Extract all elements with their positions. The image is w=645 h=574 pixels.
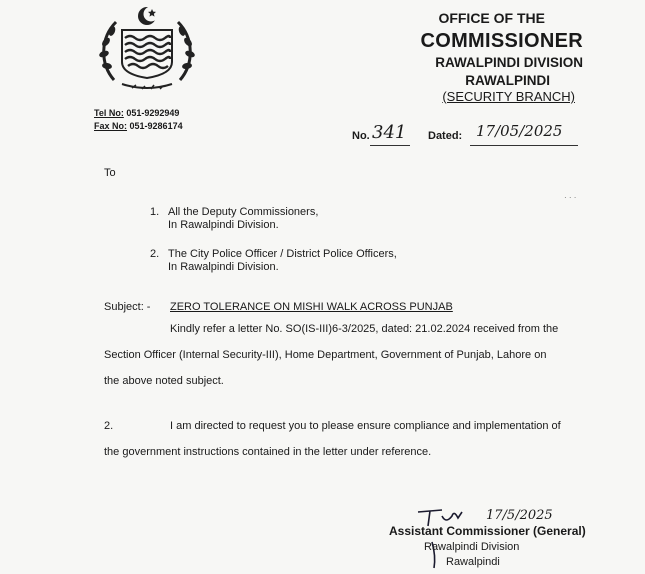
reference-number-value: 341 bbox=[372, 122, 407, 143]
division-heading: RAWALPINDI DIVISION bbox=[435, 55, 583, 70]
office-of-the-heading: OFFICE OF THE bbox=[438, 10, 545, 26]
scan-speck: · · · bbox=[564, 193, 577, 202]
telephone-label: Tel No: bbox=[94, 108, 124, 118]
subject-text: ZERO TOLERANCE ON MISHI WALK ACROSS PUNJAB bbox=[170, 301, 453, 313]
to-label: To bbox=[104, 167, 116, 179]
signatory-title: Assistant Commissioner (General) bbox=[389, 524, 586, 538]
signature-date: 17/5/2025 bbox=[486, 508, 553, 523]
branch-heading: (SECURITY BRANCH) bbox=[442, 89, 575, 104]
subject-label: Subject: - bbox=[104, 301, 151, 313]
telephone-number bbox=[94, 108, 179, 118]
recipient-number: 1. bbox=[150, 206, 160, 218]
fax-number bbox=[94, 121, 183, 131]
reference-number-underline bbox=[370, 145, 410, 146]
dated-underline bbox=[470, 145, 578, 146]
recipient-number: 2. bbox=[150, 248, 160, 260]
government-of-punjab-emblem-icon bbox=[92, 2, 202, 100]
recipient-location: In Rawalpindi Division. bbox=[168, 261, 279, 273]
city-heading: RAWALPINDI bbox=[465, 73, 550, 88]
paragraph-2-line-1: I am directed to request you to please ensure compliance and implementation of bbox=[170, 420, 561, 432]
fax-value: 051-9286174 bbox=[129, 121, 183, 131]
paragraph-1-line-2: Section Officer (Internal Security-III), Home Department, Government of Punjab, Lahore on bbox=[104, 349, 547, 361]
telephone-value: 051-9292949 bbox=[126, 108, 180, 118]
fax-label: Fax No: bbox=[94, 121, 128, 131]
recipient-name: All the Deputy Commissioners, bbox=[168, 206, 319, 218]
reference-number-label: No. bbox=[352, 130, 370, 142]
dated-label: Dated: bbox=[428, 130, 463, 142]
commissioner-heading: COMMISSIONER bbox=[420, 30, 583, 52]
recipient-name: The City Police Officer / District Police Officers, bbox=[168, 248, 397, 260]
signatory-division: Rawalpindi Division bbox=[424, 541, 520, 553]
signatory-city: Rawalpindi bbox=[446, 556, 500, 568]
paragraph-2-line-2: the government instructions contained in the letter under reference. bbox=[104, 446, 432, 458]
paragraph-2-number: 2. bbox=[104, 420, 114, 432]
recipient-location: In Rawalpindi Division. bbox=[168, 219, 279, 231]
paragraph-1-line-3: the above noted subject. bbox=[104, 375, 224, 387]
dated-value: 17/05/2025 bbox=[476, 122, 563, 140]
paragraph-1-line-1: Kindly refer a letter No. SO(IS-III)6-3/2025, dated: 21.02.2024 received from the bbox=[170, 323, 559, 335]
